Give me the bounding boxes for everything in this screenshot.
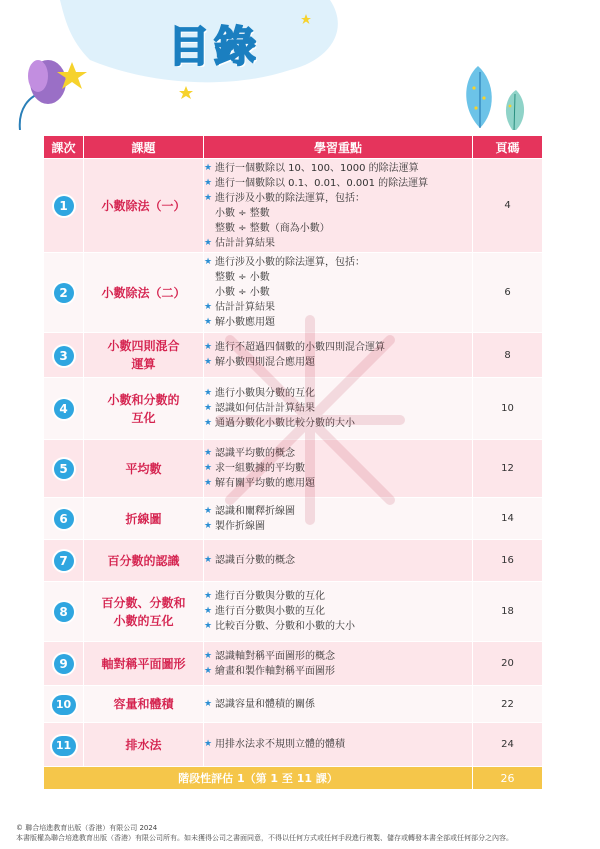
- learning-point: [204, 416, 472, 431]
- table-of-contents: [43, 135, 543, 790]
- learning-point: [204, 191, 472, 206]
- lesson-topic: [84, 159, 204, 253]
- learning-subpoint: 整數 ÷ 小數: [215, 272, 270, 283]
- lesson-number-cell: [44, 440, 84, 498]
- learning-point: [204, 553, 472, 568]
- lesson-number-cell: [44, 686, 84, 723]
- learning-point-text: 進行不超過四個數的小數四則混合運算: [215, 342, 385, 353]
- page-number[interactable]: 8: [473, 333, 543, 378]
- lesson-number-badge: 3: [54, 346, 74, 366]
- topic-line: 小數除法（二）: [101, 285, 186, 300]
- lesson-number-badge: 2: [54, 283, 74, 303]
- col-header-topic: 課題: [84, 136, 204, 159]
- star-bullet-icon: ★: [204, 591, 213, 601]
- learning-points: [204, 686, 473, 723]
- star-bullet-icon: ★: [204, 478, 213, 488]
- lesson-topic: [84, 440, 204, 498]
- learning-point: [204, 176, 472, 191]
- learning-point: [204, 401, 472, 416]
- learning-point: [204, 664, 472, 679]
- lesson-topic: [84, 686, 204, 723]
- lesson-number-badge: 8: [54, 602, 74, 622]
- assessment-label: 階段性評估 1（第 1 至 11 課）: [44, 767, 473, 790]
- learning-point: [204, 476, 472, 491]
- header-decoration: [0, 0, 600, 130]
- learning-point-text: 估計計算結果: [215, 302, 275, 313]
- topic-line: 軸對稱平面圖形: [101, 656, 186, 671]
- page-number[interactable]: 16: [473, 540, 543, 582]
- learning-points: [204, 440, 473, 498]
- star-bullet-icon: ★: [204, 505, 213, 516]
- learning-point: [204, 649, 472, 664]
- star-bullet-icon: ★: [204, 302, 213, 312]
- learning-point-text: 認識平均數的概念: [215, 448, 295, 459]
- learning-points: [204, 723, 473, 767]
- topic-line: 排水法: [125, 737, 162, 752]
- star-bullet-icon: ★: [204, 520, 213, 531]
- star-bullet-icon: ★: [204, 418, 213, 428]
- star-bullet-icon: ★: [204, 177, 213, 188]
- learning-point: [204, 604, 472, 619]
- copyright-notice: [16, 823, 596, 843]
- learning-point-text: 認識軸對稱平面圖形的概念: [215, 650, 335, 662]
- assessment-page-number[interactable]: 26: [473, 767, 543, 790]
- learning-point-text: 求一組數據的平均數: [215, 463, 305, 474]
- learning-point: [204, 315, 472, 330]
- star-bullet-icon: ★: [204, 403, 213, 413]
- star-bullet-icon: ★: [204, 555, 213, 565]
- lesson-topic: [84, 378, 204, 440]
- lesson-number-cell: [44, 159, 84, 253]
- page-title: 目錄: [168, 22, 261, 71]
- learning-points: [204, 498, 473, 540]
- lesson-number-badge: 6: [54, 509, 74, 529]
- lesson-topic: [84, 253, 204, 333]
- col-header-points: 學習重點: [204, 136, 473, 159]
- learning-point-text: 用排水法求不規則立體的體積: [215, 739, 345, 750]
- learning-point: [204, 519, 472, 534]
- learning-point-text: 繪畫和製作軸對稱平面圖形: [215, 665, 335, 677]
- copyright-line: © 聯合培進教育出版（香港）有限公司 2024: [16, 824, 158, 832]
- star-bullet-icon: ★: [204, 448, 213, 458]
- topic-line: 小數四則混合: [107, 339, 180, 353]
- lesson-row: [44, 540, 543, 582]
- star-bullet-icon: ★: [204, 342, 213, 352]
- lesson-number-cell: [44, 253, 84, 333]
- star-bullet-icon: ★: [204, 388, 213, 398]
- star-bullet-icon: ★: [204, 463, 213, 473]
- lesson-topic: [84, 333, 204, 378]
- learning-point-text: 認識容量和體積的關係: [215, 698, 315, 710]
- page-number[interactable]: 6: [473, 253, 543, 333]
- learning-point-text: 進行涉及小數的除法運算，包括：: [215, 192, 365, 204]
- learning-point: [204, 446, 472, 461]
- learning-point-text: 進行百分數與分數的互化: [215, 591, 325, 602]
- lesson-row: [44, 378, 543, 440]
- page-number[interactable]: 20: [473, 642, 543, 686]
- lesson-row: [44, 642, 543, 686]
- learning-point-text: 製作折線圖: [215, 520, 265, 532]
- topic-line: 平均數: [125, 461, 162, 476]
- learning-subpoint: 小數 ÷ 小數: [215, 287, 270, 298]
- learning-subpoint: 小數 ÷ 整數: [215, 207, 270, 219]
- lesson-number-cell: [44, 582, 84, 642]
- star-bullet-icon: ★: [204, 317, 213, 327]
- topic-line: 互化: [131, 410, 156, 425]
- learning-points: [204, 540, 473, 582]
- learning-point: [204, 737, 472, 752]
- star-bullet-icon: ★: [204, 237, 213, 248]
- page-number[interactable]: 22: [473, 686, 543, 723]
- lesson-row: [44, 723, 543, 767]
- learning-point-text: 認識百分數的概念: [215, 555, 295, 566]
- learning-point: [204, 340, 472, 355]
- learning-point-text: 解小數應用題: [215, 317, 275, 328]
- star-bullet-icon: ★: [204, 698, 213, 709]
- learning-point-text: 認識和闡釋折線圖: [215, 505, 295, 517]
- lesson-number-badge: 7: [54, 551, 74, 571]
- learning-point-text: 通過分數化小數比較分數的大小: [215, 418, 355, 429]
- learning-point: [204, 504, 472, 519]
- learning-point: [204, 355, 472, 370]
- lesson-number-cell: [44, 540, 84, 582]
- learning-point-text: 比較百分數、分數和小數的大小: [215, 621, 355, 632]
- learning-point-text: 進行小數與分數的互化: [215, 388, 315, 399]
- lesson-number-badge: 1: [54, 196, 74, 216]
- leaf-icon: [466, 66, 492, 128]
- lesson-number-badge: 11: [52, 736, 76, 756]
- learning-point-text: 估計計算結果: [215, 237, 275, 249]
- lesson-row: [44, 440, 543, 498]
- col-header-page: 頁碼: [473, 136, 543, 159]
- lesson-row: [44, 498, 543, 540]
- lesson-number-badge: 5: [54, 459, 74, 479]
- learning-point-text: 進行一個數除以 0.1、0.01、0.001 的除法運算: [215, 177, 429, 189]
- learning-point-text: 進行一個數除以 10、100、1000 的除法運算: [215, 162, 419, 174]
- lesson-row: [44, 582, 543, 642]
- learning-points: [204, 333, 473, 378]
- topic-line: 小數的互化: [113, 613, 174, 628]
- learning-point: [204, 386, 472, 401]
- star-bullet-icon: ★: [204, 357, 213, 367]
- page-number[interactable]: 4: [473, 159, 543, 253]
- star-bullet-icon: ★: [204, 192, 213, 203]
- lesson-topic: [84, 540, 204, 582]
- topic-line: 小數和分數的: [107, 392, 180, 407]
- lesson-topic: [84, 723, 204, 767]
- lesson-row: [44, 253, 543, 333]
- page-number[interactable]: 12: [473, 440, 543, 498]
- learning-point: [204, 161, 472, 176]
- topic-line: 小數除法（一）: [101, 198, 186, 213]
- learning-points: [204, 582, 473, 642]
- col-header-lesson: 課次: [44, 136, 84, 159]
- lesson-number-cell: [44, 642, 84, 686]
- star-bullet-icon: ★: [204, 665, 213, 676]
- learning-point: [204, 619, 472, 634]
- learning-subpoint: 整數 ÷ 整數（商為小數）: [215, 222, 330, 234]
- learning-point-text: 進行涉及小數的除法運算，包括：: [215, 257, 365, 268]
- small-star-icon: [179, 86, 193, 99]
- learning-point-text: 解有關平均數的應用題: [215, 478, 315, 489]
- page-number[interactable]: 10: [473, 378, 543, 440]
- copyright-rights: 本書版權為聯合培進教育出版（香港）有限公司所有。如未獲得公司之書面同意，不得以任何方式或任何手段進行複製、儲存或轉發本書全部或任何部分之內容。: [16, 834, 513, 842]
- topic-line: 運算: [131, 357, 156, 371]
- topic-line: 百分數、分數和: [101, 595, 186, 610]
- assessment-row: [44, 767, 543, 790]
- star-bullet-icon: ★: [204, 162, 213, 173]
- page-number[interactable]: 18: [473, 582, 543, 642]
- learning-points: [204, 378, 473, 440]
- learning-point: [204, 300, 472, 315]
- lesson-row: [44, 333, 543, 378]
- star-bullet-icon: ★: [204, 621, 213, 631]
- learning-point: [204, 589, 472, 604]
- page-number[interactable]: 14: [473, 498, 543, 540]
- star-bullet-icon: ★: [204, 650, 213, 661]
- lesson-row: [44, 686, 543, 723]
- learning-point-text: 解小數四則混合應用題: [215, 357, 315, 368]
- learning-points: [204, 253, 473, 333]
- star-bullet-icon: ★: [204, 739, 213, 749]
- learning-points: [204, 159, 473, 253]
- page-number[interactable]: 24: [473, 723, 543, 767]
- learning-point: [204, 255, 472, 270]
- lesson-number-cell: [44, 723, 84, 767]
- lesson-number-cell: [44, 333, 84, 378]
- lesson-topic: [84, 642, 204, 686]
- learning-point-text: 進行百分數與小數的互化: [215, 606, 325, 617]
- topic-line: 折線圖: [125, 511, 162, 526]
- star-bullet-icon: ★: [204, 606, 213, 616]
- topic-line: 容量和體積: [113, 697, 174, 711]
- lesson-number-badge: 9: [54, 654, 74, 674]
- topic-line: 百分數的認識: [107, 553, 180, 568]
- learning-point: [204, 461, 472, 476]
- lesson-number-cell: [44, 378, 84, 440]
- lesson-topic: [84, 582, 204, 642]
- lesson-number-badge: 10: [52, 695, 76, 715]
- learning-point: [204, 697, 472, 712]
- lesson-number-badge: 4: [54, 399, 74, 419]
- learning-points: [204, 642, 473, 686]
- learning-point: [204, 236, 472, 251]
- lesson-topic: [84, 498, 204, 540]
- lesson-row: [44, 159, 543, 253]
- lesson-number-cell: [44, 498, 84, 540]
- star-bullet-icon: ★: [204, 257, 213, 267]
- learning-point-text: 認識如何估計計算結果: [215, 403, 315, 414]
